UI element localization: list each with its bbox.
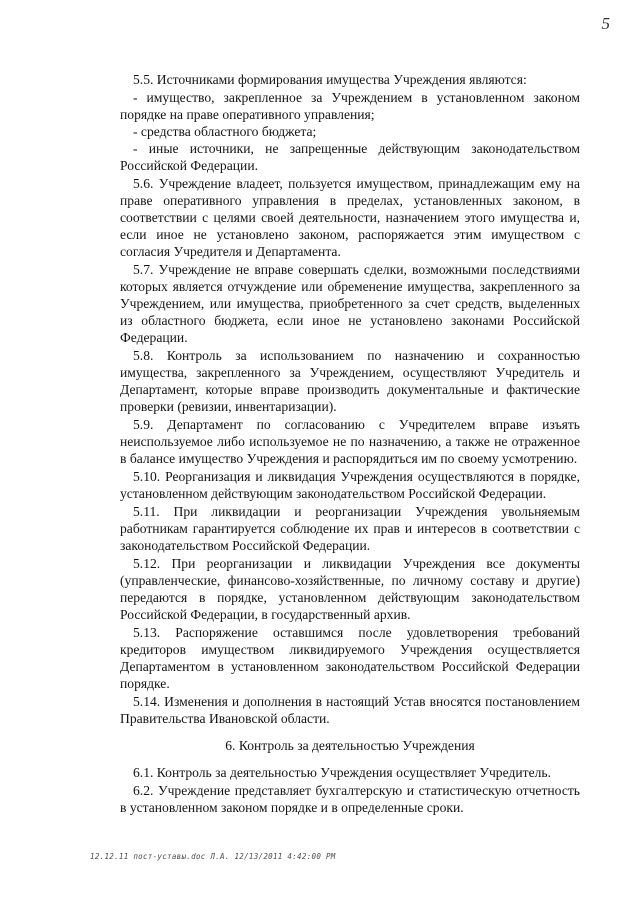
document-footer: 12.12.11 пост-уставы.doc Л.А. 12/13/2011 4:42:00 PM	[90, 852, 336, 861]
clause-5-10: 5.10. Реорганизация и ликвидация Учреждения осуществляются в порядке, установленном действующим законодательством Российской Федерации.	[120, 469, 580, 501]
section-6-heading: 6. Контроль за деятельностью Учреждения	[225, 738, 475, 753]
clause-5-14: 5.14. Изменения и дополнения в настоящий Устав вносятся постановлением Правительства Ивановской области.	[120, 694, 580, 726]
clause-5-5-item-3: - иные источники, не запрещенные действующим законодательством Российской Федерации.	[120, 141, 580, 173]
clause-5-5-item-2: - средства областного бюджета;	[133, 124, 317, 139]
clause-5-6: 5.6. Учреждение владеет, пользуется имуществом, принадлежащим ему на праве оперативного управления в пределах, установленных законом, в соответствии с целями своей деятельности, назначением этого имущества и, если иное не установлено законом, распоряжается этим имуществом с согласия Учредителя и Департамента.	[120, 176, 580, 259]
clause-5-12: 5.12. При реорганизации и ликвидации Учреждения все документы (управленческие, финансово-хозяйственные, по личному составу и другие) передаются в порядке, установленном действующим законодательством Российской Федерации, в государственный архив.	[120, 556, 580, 622]
clause-6-1: 6.1. Контроль за деятельностью Учреждения осуществляет Учредитель.	[133, 765, 551, 780]
clause-5-13: 5.13. Распоряжение оставшимся после удовлетворения требований кредиторов имуществом ликвидируемого Учреждения осуществляется Департаментом в установленном законодательством Российской Федерации порядке.	[120, 625, 580, 691]
page-number: 5	[601, 14, 610, 33]
clause-5-9: 5.9. Департамент по согласованию с Учредителем вправе изъять неиспользуемое либо используемое не по назначению, а также не отраженное в балансе имущество Учреждения и распорядиться им по своему усмотрению.	[120, 417, 580, 466]
clause-5-8: 5.8. Контроль за использованием по назначению и сохранностью имущества, закрепленного за Учреждением, осуществляют Учредитель и Департамент, которые вправе производить документальные и фактические проверки (ревизии, инвентаризации).	[120, 348, 580, 414]
clause-5-7: 5.7. Учреждение не вправе совершать сделки, возможными последствиями которых является отчуждение или обременение имущества, закрепленного за Учреждением, или имущества, приобретенного за счет средств, выделенных из областного бюджета, если иное не установлено законами Российской Федерации.	[120, 262, 580, 345]
clause-5-11: 5.11. При ликвидации и реорганизации Учреждения увольняемым работникам гарантируется соблюдение их прав и интересов в соответствии с законодательством Российской Федерации.	[120, 504, 580, 553]
clause-5-5-intro: 5.5. Источниками формирования имущества Учреждения являются:	[133, 72, 527, 87]
document-body	[120, 71, 580, 817]
clause-5-5-item-1: - имущество, закрепленное за Учреждением в установленном законом порядке на праве оперативного управления;	[120, 90, 580, 122]
clause-6-2: 6.2. Учреждение представляет бухгалтерскую и статистическую отчетность в установленном законом порядке и в определенные сроки.	[120, 783, 580, 815]
